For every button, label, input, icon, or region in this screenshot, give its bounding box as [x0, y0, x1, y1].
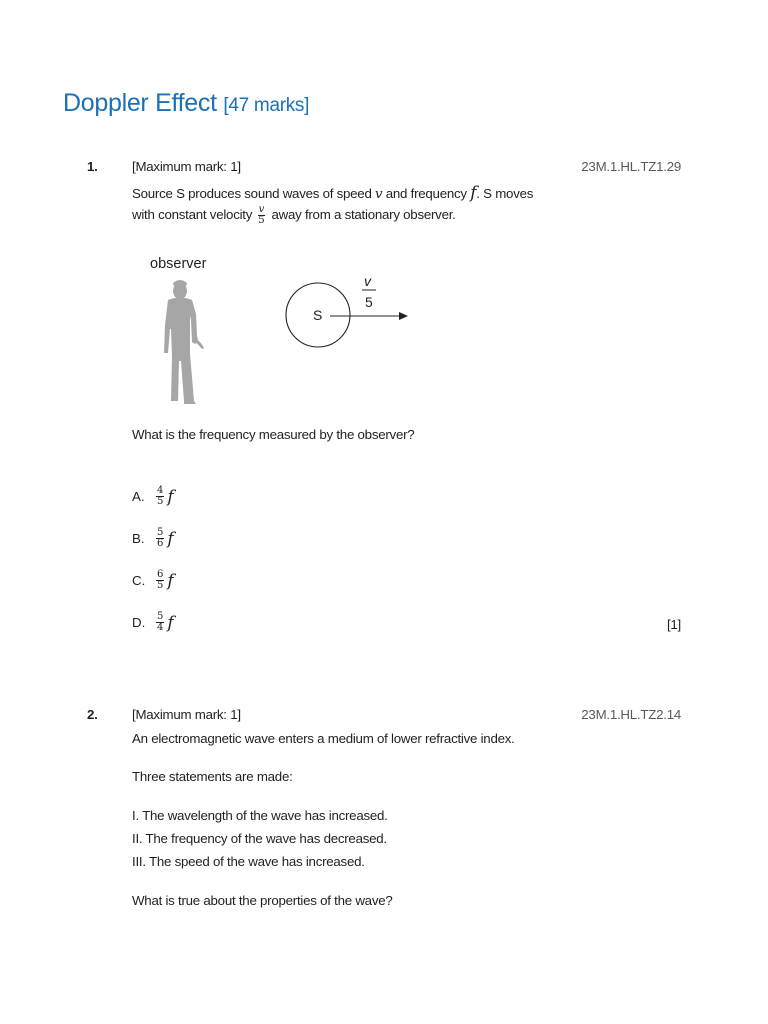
question-2-max-mark: [Maximum mark: 1] [132, 707, 241, 722]
fraction-numerator: v [258, 204, 264, 215]
option-fraction [156, 486, 164, 507]
question-2-prompt: What is true about the properties of the wave? [132, 893, 393, 908]
option-variable: f [167, 486, 174, 507]
question-1-marks: [1] [666, 617, 681, 632]
statement-3: III. The speed of the wave has increased. [132, 854, 365, 869]
question-2-stem: An electromagnetic wave enters a medium of lower refractive index. [132, 731, 515, 746]
title-marks: [47 marks] [223, 95, 310, 116]
option-variable: f [167, 528, 174, 549]
fraction-numerator: 5 [157, 527, 164, 538]
question-2-intro: Three statements are made: [132, 769, 293, 784]
option-a [132, 486, 174, 507]
option-letter: D. [132, 615, 146, 630]
stem-text: with constant velocity [132, 207, 253, 223]
velocity-numerator: v [364, 273, 371, 289]
option-b [132, 528, 174, 549]
stem-text: Source S produces sound waves of speed [132, 186, 376, 201]
fraction-denominator: 6 [157, 538, 164, 549]
observer-silhouette-icon [164, 280, 204, 404]
question-2-number: 2. [87, 707, 98, 722]
option-fraction [156, 528, 164, 549]
statement-2: II. The frequency of the wave has decreased. [132, 831, 387, 846]
option-letter: A. [132, 489, 145, 504]
observer-label: observer [150, 256, 207, 272]
question-1-reference: 23M.1.HL.TZ1.29 [581, 159, 681, 174]
stem-text: . S moves [476, 186, 534, 201]
velocity-denominator: 5 [365, 294, 373, 310]
fraction-denominator: 5 [157, 496, 164, 507]
question-1-prompt: What is the frequency measured by the observer? [132, 427, 415, 442]
fraction-numerator: 6 [157, 569, 164, 580]
title-text: Doppler Effect [63, 89, 217, 117]
fraction-denominator: 5 [157, 580, 164, 591]
stem-frequency-symbol: f [470, 183, 477, 203]
velocity-arrowhead-icon [399, 312, 408, 320]
statement-1: I. The wavelength of the wave has increased. [132, 808, 388, 823]
option-variable: f [167, 612, 174, 633]
question-1-number: 1. [87, 159, 98, 174]
option-variable: f [167, 570, 174, 591]
doppler-figure [0, 0, 768, 420]
option-letter: B. [132, 531, 145, 546]
fraction-numerator: 4 [157, 485, 164, 496]
stem-speed-symbol: v [375, 187, 383, 202]
option-fraction [156, 570, 164, 591]
option-fraction [156, 612, 164, 633]
stem-text: away from a stationary observer. [271, 207, 456, 223]
option-letter: C. [132, 573, 146, 588]
fraction-numerator: 5 [157, 611, 164, 622]
question-1-max-mark: [Maximum mark: 1] [132, 159, 241, 174]
stem-text: and frequency [382, 186, 471, 201]
source-label: S [313, 307, 323, 323]
question-2-reference: 23M.1.HL.TZ2.14 [581, 707, 681, 722]
fraction-denominator: 5 [258, 215, 265, 226]
option-c [132, 570, 174, 591]
fraction-denominator: 4 [157, 622, 164, 633]
option-d [132, 612, 174, 633]
